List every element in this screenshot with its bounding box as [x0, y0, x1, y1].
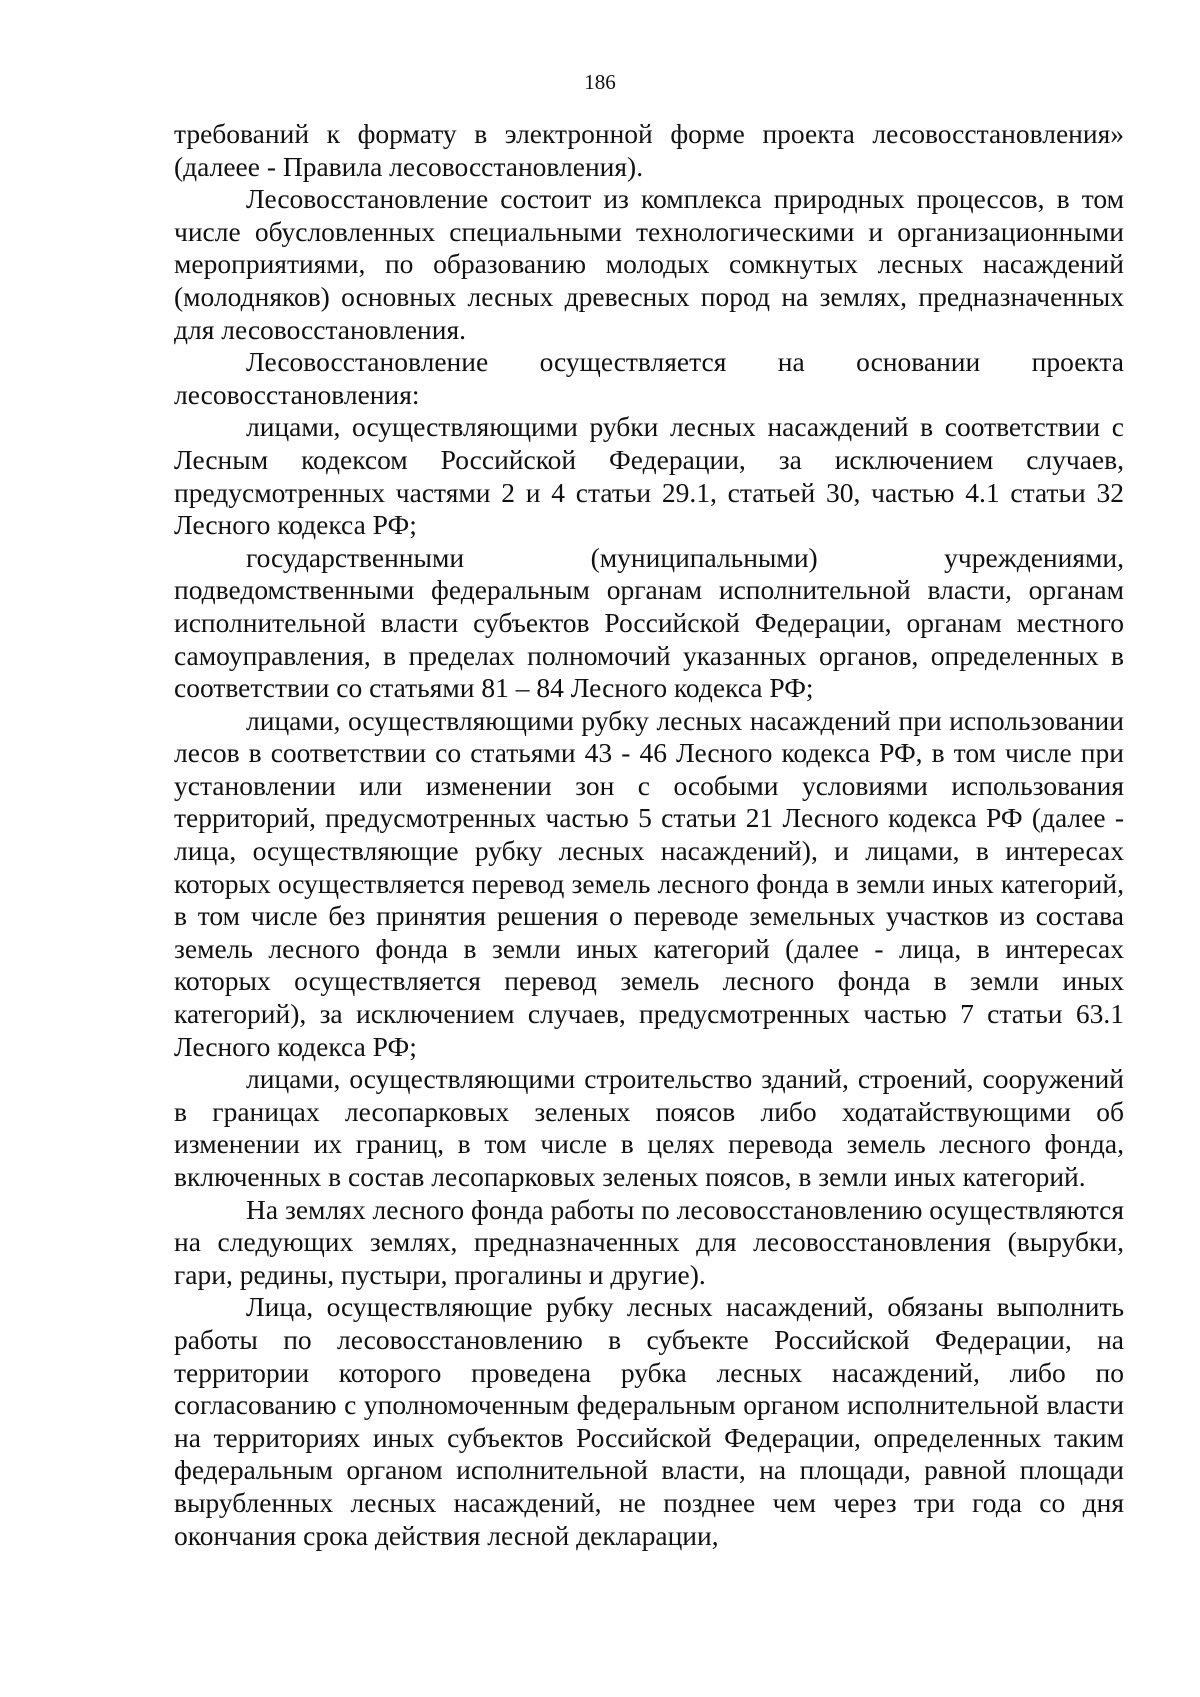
document-body [174, 118, 1124, 1552]
paragraph-project-basis: Лесовосстановление осуществляется на основании проекта лесовосстановления: [174, 346, 1124, 410]
paragraph-continuation: требований к формату в электронной форме проекта лесовосстановления» (далеее - Правила лесовосстановления). [174, 118, 1124, 182]
paragraph-list-item-forest-use: лицами, осуществляющими рубку лесных насаждений при использовании лесов в соответствии со статьями 43 - 46 Лесного кодекса РФ, в том числе при установлении или изменении зон с особыми условиями использования территорий, предусмотренных частью 5 статьи 21 Лесного кодекса РФ (далее - лица, осуществляющие рубку лесных насаждений), и лицами, в интересах которых осуществляется перевод земель лесного фонда в земли иных категорий, в том числе без принятия решения о переводе земельных участков из состава земель лесного фонда в земли иных категорий (далее - лица, в интересах которых осуществляется перевод земель лесного фонда в земли иных категорий), за исключением случаев, предусмотренных частью 7 статьи 63.1 Лесного кодекса РФ; [174, 704, 1124, 1062]
paragraph-list-item-construction: лицами, осуществляющими строительство зданий, строений, сооружений в границах лесопарковых зеленых поясов либо ходатайствующими об изменении их границ, в том числе в целях перевода земель лесного фонда, включенных в состав лесопарковых зеленых поясов, в земли иных категорий. [174, 1063, 1124, 1192]
paragraph-list-item-cutting: лицами, осуществляющими рубки лесных насаждений в соответствии с Лесным кодексом Российской Федерации, за исключением случаев, предусмотренных частями 2 и 4 статьи 29.1, статьей 30, частью 4.1 статьи 32 Лесного кодекса РФ; [174, 411, 1124, 541]
paragraph-reforestation-definition: Лесовосстановление состоит из комплекса природных процессов, в том числе обусловленных специальными технологическими и организационными мероприятиями, по образованию молодых сомкнутых лесных насаждений (молодняков) основных лесных древесных пород на землях, предназначенных для лесовосстановления. [174, 183, 1124, 345]
paragraph-lands: На землях лесного фонда работы по лесовосстановлению осуществляются на следующих землях, предназначенных для лесовосстановления (вырубки, гари, редины, пустыри, прогалины и другие). [174, 1193, 1124, 1290]
paragraph-obligations: Лица, осуществляющие рубку лесных насаждений, обязаны выполнить работы по лесовосстановлению в субъекте Российской Федерации, на территории которого проведена рубка лесных насаждений, либо по согласованию с уполномоченным федеральным органом исполнительной власти на территориях иных субъектов Российской Федерации, определенных таким федеральным органом исполнительной власти, на площади, равной площади вырубленных лесных насаждений, не позднее чем через три года со дня окончания срока действия лесной декларации, [174, 1291, 1124, 1551]
paragraph-list-item-institutions: государственными (муниципальными) учреждениями, подведомственными федеральным органам исполнительной власти, органам исполнительной власти субъектов Российской Федерации, органам местного самоуправления, в пределах полномочий указанных органов, определенных в соответствии со статьями 81 – 84 Лесного кодекса РФ; [174, 541, 1124, 704]
page-number: 186 [584, 70, 616, 94]
